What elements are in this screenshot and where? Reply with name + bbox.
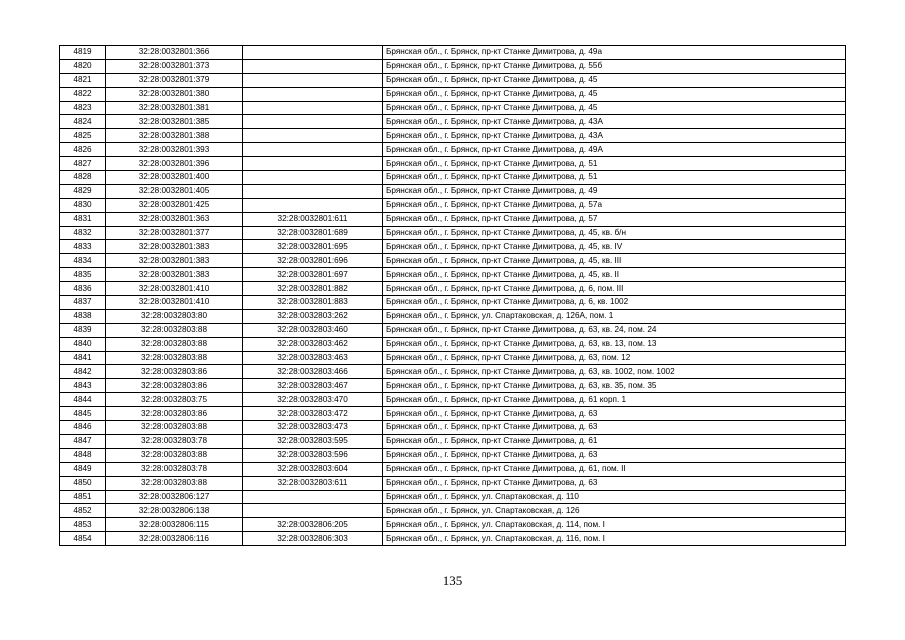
row-number-cell: 4833 [60,240,106,254]
row-number-cell: 4849 [60,462,106,476]
table-row [60,198,846,212]
address-cell: Брянская обл., г. Брянск, пр-кт Станке Димитрова, д. 63, кв. 24, пом. 24 [383,323,846,337]
cadastral-number-cell: 32:28:0032801:383 [106,240,243,254]
cadastral-number-cell: 32:28:0032803:86 [106,365,243,379]
cadastral-number-cell: 32:28:0032803:88 [106,448,243,462]
cadastral-number-cell: 32:28:0032803:75 [106,393,243,407]
address-cell: Брянская обл., г. Брянск, пр-кт Станке Димитрова, д. 55б [383,59,846,73]
table-row [60,296,846,310]
row-number-cell: 4827 [60,157,106,171]
row-number-cell: 4824 [60,115,106,129]
table-row [60,46,846,60]
address-cell: Брянская обл., г. Брянск, пр-кт Станке Димитрова, д. 45 [383,73,846,87]
table-row [60,268,846,282]
linked-cadastral-number-cell: 32:28:0032803:460 [243,323,383,337]
table-row [60,212,846,226]
row-number-cell: 4834 [60,254,106,268]
cadastral-number-cell: 32:28:0032806:116 [106,532,243,546]
row-number-cell: 4822 [60,87,106,101]
linked-cadastral-number-cell: 32:28:0032803:467 [243,379,383,393]
row-number-cell: 4841 [60,351,106,365]
table-row [60,365,846,379]
table-row [60,129,846,143]
address-cell: Брянская обл., г. Брянск, пр-кт Станке Димитрова, д. 63 [383,448,846,462]
cadastral-number-cell: 32:28:0032803:78 [106,434,243,448]
cadastral-number-cell: 32:28:0032806:138 [106,504,243,518]
row-number-cell: 4842 [60,365,106,379]
cadastral-number-cell: 32:28:0032803:78 [106,462,243,476]
row-number-cell: 4835 [60,268,106,282]
linked-cadastral-number-cell [243,73,383,87]
cadastral-number-cell: 32:28:0032801:383 [106,254,243,268]
linked-cadastral-number-cell: 32:28:0032803:463 [243,351,383,365]
address-cell: Брянская обл., г. Брянск, пр-кт Станке Димитрова, д. 49 [383,184,846,198]
cadastral-number-cell: 32:28:0032806:115 [106,518,243,532]
cadastral-number-cell: 32:28:0032803:88 [106,323,243,337]
linked-cadastral-number-cell: 32:28:0032801:882 [243,282,383,296]
address-cell: Брянская обл., г. Брянск, пр-кт Станке Димитрова, д. 45, кв. б/н [383,226,846,240]
cadastral-number-cell: 32:28:0032803:88 [106,476,243,490]
table-row [60,309,846,323]
linked-cadastral-number-cell [243,157,383,171]
linked-cadastral-number-cell [243,87,383,101]
linked-cadastral-number-cell: 32:28:0032803:466 [243,365,383,379]
cadastral-number-cell: 32:28:0032803:80 [106,309,243,323]
row-number-cell: 4846 [60,421,106,435]
cadastral-number-cell: 32:28:0032806:127 [106,490,243,504]
cadastral-number-cell: 32:28:0032801:405 [106,184,243,198]
row-number-cell: 4829 [60,184,106,198]
address-cell: Брянская обл., г. Брянск, ул. Спартаковская, д. 126 [383,504,846,518]
row-number-cell: 4821 [60,73,106,87]
table-row [60,351,846,365]
linked-cadastral-number-cell: 32:28:0032803:596 [243,448,383,462]
cadastral-number-cell: 32:28:0032801:377 [106,226,243,240]
table-row [60,379,846,393]
table-row [60,101,846,115]
cadastral-number-cell: 32:28:0032801:388 [106,129,243,143]
cadastral-number-cell: 32:28:0032801:379 [106,73,243,87]
row-number-cell: 4837 [60,296,106,310]
row-number-cell: 4843 [60,379,106,393]
cadastral-number-cell: 32:28:0032801:380 [106,87,243,101]
linked-cadastral-number-cell: 32:28:0032806:205 [243,518,383,532]
address-cell: Брянская обл., г. Брянск, пр-кт Станке Димитрова, д. 63, кв. 1002, пом. 1002 [383,365,846,379]
linked-cadastral-number-cell: 32:28:0032806:303 [243,532,383,546]
linked-cadastral-number-cell [243,101,383,115]
address-cell: Брянская обл., г. Брянск, ул. Спартаковская, д. 116, пом. I [383,532,846,546]
table-row [60,476,846,490]
table-row [60,184,846,198]
linked-cadastral-number-cell: 32:28:0032801:883 [243,296,383,310]
table-row [60,226,846,240]
linked-cadastral-number-cell: 32:28:0032801:689 [243,226,383,240]
linked-cadastral-number-cell [243,171,383,185]
address-cell: Брянская обл., г. Брянск, пр-кт Станке Димитрова, д. 63, кв. 35, пом. 35 [383,379,846,393]
row-number-cell: 4826 [60,143,106,157]
linked-cadastral-number-cell [243,490,383,504]
table-row [60,518,846,532]
cadastral-number-cell: 32:28:0032801:410 [106,296,243,310]
table-row [60,490,846,504]
row-number-cell: 4825 [60,129,106,143]
address-cell: Брянская обл., г. Брянск, ул. Спартаковская, д. 114, пом. I [383,518,846,532]
table-row [60,59,846,73]
table-row [60,337,846,351]
cadastral-number-cell: 32:28:0032801:363 [106,212,243,226]
linked-cadastral-number-cell: 32:28:0032803:262 [243,309,383,323]
address-cell: Брянская обл., г. Брянск, пр-кт Станке Димитрова, д. 63 [383,407,846,421]
address-cell: Брянская обл., г. Брянск, пр-кт Станке Димитрова, д. 63 [383,421,846,435]
cadastral-number-cell: 32:28:0032801:373 [106,59,243,73]
address-cell: Брянская обл., г. Брянск, пр-кт Станке Димитрова, д. 63, кв. 13, пом. 13 [383,337,846,351]
address-cell: Брянская обл., г. Брянск, пр-кт Станке Димитрова, д. 6, кв. 1002 [383,296,846,310]
linked-cadastral-number-cell [243,184,383,198]
address-cell: Брянская обл., г. Брянск, пр-кт Станке Димитрова, д. 63 [383,476,846,490]
row-number-cell: 4850 [60,476,106,490]
address-cell: Брянская обл., г. Брянск, ул. Спартаковская, д. 110 [383,490,846,504]
address-cell: Брянская обл., г. Брянск, пр-кт Станке Димитрова, д. 45, кв. IV [383,240,846,254]
linked-cadastral-number-cell: 32:28:0032803:472 [243,407,383,421]
linked-cadastral-number-cell [243,129,383,143]
linked-cadastral-number-cell: 32:28:0032803:604 [243,462,383,476]
row-number-cell: 4836 [60,282,106,296]
linked-cadastral-number-cell: 32:28:0032801:696 [243,254,383,268]
row-number-cell: 4831 [60,212,106,226]
linked-cadastral-number-cell: 32:28:0032801:697 [243,268,383,282]
table-row [60,143,846,157]
row-number-cell: 4848 [60,448,106,462]
row-number-cell: 4851 [60,490,106,504]
row-number-cell: 4839 [60,323,106,337]
linked-cadastral-number-cell [243,198,383,212]
cadastral-number-cell: 32:28:0032801:400 [106,171,243,185]
linked-cadastral-number-cell: 32:28:0032801:611 [243,212,383,226]
row-number-cell: 4830 [60,198,106,212]
address-cell: Брянская обл., г. Брянск, пр-кт Станке Димитрова, д. 6, пом. III [383,282,846,296]
table-row [60,421,846,435]
cadastral-number-cell: 32:28:0032801:381 [106,101,243,115]
linked-cadastral-number-cell [243,115,383,129]
address-cell: Брянская обл., г. Брянск, пр-кт Станке Димитрова, д. 45, кв. II [383,268,846,282]
table-row [60,73,846,87]
table-row [60,462,846,476]
address-cell: Брянская обл., г. Брянск, пр-кт Станке Димитрова, д. 43А [383,129,846,143]
page-number: 135 [442,573,463,588]
linked-cadastral-number-cell: 32:28:0032803:462 [243,337,383,351]
address-cell: Брянская обл., г. Брянск, пр-кт Станке Димитрова, д. 45, кв. III [383,254,846,268]
table-row [60,448,846,462]
row-number-cell: 4820 [60,59,106,73]
cadastral-number-cell: 32:28:0032801:393 [106,143,243,157]
table-row [60,157,846,171]
row-number-cell: 4828 [60,171,106,185]
linked-cadastral-number-cell [243,46,383,60]
row-number-cell: 4854 [60,532,106,546]
address-cell: Брянская обл., г. Брянск, пр-кт Станке Димитрова, д. 51 [383,171,846,185]
row-number-cell: 4847 [60,434,106,448]
row-number-cell: 4823 [60,101,106,115]
row-number-cell: 4852 [60,504,106,518]
row-number-cell: 4840 [60,337,106,351]
address-cell: Брянская обл., г. Брянск, ул. Спартаковская, д. 126А, пом. 1 [383,309,846,323]
address-cell: Брянская обл., г. Брянск, пр-кт Станке Димитрова, д. 57а [383,198,846,212]
cadastral-number-cell: 32:28:0032801:396 [106,157,243,171]
cadastral-number-cell: 32:28:0032803:88 [106,351,243,365]
table-row [60,504,846,518]
row-number-cell: 4853 [60,518,106,532]
address-cell: Брянская обл., г. Брянск, пр-кт Станке Димитрова, д. 45 [383,87,846,101]
address-cell: Брянская обл., г. Брянск, пр-кт Станке Димитрова, д. 49А [383,143,846,157]
address-cell: Брянская обл., г. Брянск, пр-кт Станке Димитрова, д. 45 [383,101,846,115]
table-row [60,171,846,185]
address-cell: Брянская обл., г. Брянск, пр-кт Станке Димитрова, д. 49а [383,46,846,60]
registry-table-body [60,46,846,546]
address-cell: Брянская обл., г. Брянск, пр-кт Станке Димитрова, д. 51 [383,157,846,171]
address-cell: Брянская обл., г. Брянск, пр-кт Станке Димитрова, д. 61 корп. 1 [383,393,846,407]
table-row [60,115,846,129]
linked-cadastral-number-cell: 32:28:0032803:611 [243,476,383,490]
linked-cadastral-number-cell: 32:28:0032803:595 [243,434,383,448]
address-cell: Брянская обл., г. Брянск, пр-кт Станке Димитрова, д. 57 [383,212,846,226]
linked-cadastral-number-cell: 32:28:0032803:470 [243,393,383,407]
row-number-cell: 4844 [60,393,106,407]
cadastral-number-cell: 32:28:0032801:385 [106,115,243,129]
registry-table [59,45,846,546]
row-number-cell: 4832 [60,226,106,240]
cadastral-number-cell: 32:28:0032801:425 [106,198,243,212]
cadastral-number-cell: 32:28:0032801:366 [106,46,243,60]
table-row [60,282,846,296]
linked-cadastral-number-cell [243,504,383,518]
linked-cadastral-number-cell: 32:28:0032803:473 [243,421,383,435]
cadastral-number-cell: 32:28:0032801:383 [106,268,243,282]
table-row [60,407,846,421]
cadastral-number-cell: 32:28:0032803:86 [106,407,243,421]
cadastral-number-cell: 32:28:0032801:410 [106,282,243,296]
cadastral-number-cell: 32:28:0032803:86 [106,379,243,393]
address-cell: Брянская обл., г. Брянск, пр-кт Станке Димитрова, д. 61, пом. II [383,462,846,476]
cadastral-number-cell: 32:28:0032803:88 [106,421,243,435]
row-number-cell: 4845 [60,407,106,421]
table-row [60,323,846,337]
table-row [60,532,846,546]
table-row [60,434,846,448]
row-number-cell: 4838 [60,309,106,323]
table-row [60,87,846,101]
table-row [60,240,846,254]
linked-cadastral-number-cell: 32:28:0032801:695 [243,240,383,254]
row-number-cell: 4819 [60,46,106,60]
table-row [60,393,846,407]
address-cell: Брянская обл., г. Брянск, пр-кт Станке Димитрова, д. 61 [383,434,846,448]
linked-cadastral-number-cell [243,59,383,73]
table-row [60,254,846,268]
address-cell: Брянская обл., г. Брянск, пр-кт Станке Димитрова, д. 63, пом. 12 [383,351,846,365]
cadastral-number-cell: 32:28:0032803:88 [106,337,243,351]
address-cell: Брянская обл., г. Брянск, пр-кт Станке Димитрова, д. 43А [383,115,846,129]
linked-cadastral-number-cell [243,143,383,157]
